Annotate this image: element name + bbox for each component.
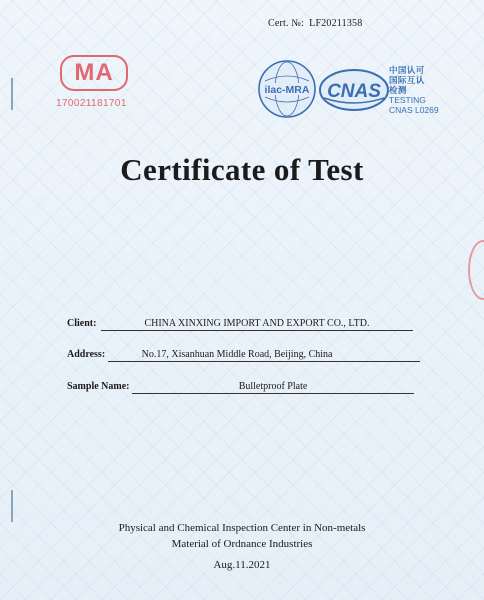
sample-name-field <box>67 381 414 394</box>
issuer-line2: Material of Ordnance Industries <box>171 538 313 550</box>
cnas-cn-line3: 检测 <box>389 85 407 95</box>
address-field <box>67 349 420 362</box>
address-label: Address: <box>67 349 106 360</box>
client-field <box>67 318 413 331</box>
cnas-testing: TESTING <box>389 95 426 105</box>
certificate-title: Certificate of Test <box>120 152 364 187</box>
red-seal-edge <box>468 240 484 300</box>
ma-logo <box>56 55 136 109</box>
ma-number: 170021181701 <box>56 98 127 109</box>
binding-mark-top <box>11 78 13 110</box>
cert-number-value: LF20211358 <box>309 18 363 29</box>
ilac-mra-logo <box>257 59 317 119</box>
client-value: CHINA XINXING IMPORT AND EXPORT CO., LTD. <box>101 318 413 331</box>
cnas-caption <box>389 65 439 115</box>
sample-name-value: Bulletproof Plate <box>132 381 414 394</box>
binding-mark-bottom <box>11 490 13 522</box>
issuer-line1: Physical and Chemical Inspection Center in Non-metals <box>118 522 366 534</box>
sample-name-label: Sample Name: <box>67 381 130 392</box>
issue-date: Aug.11.2021 <box>213 559 271 571</box>
ma-mark: MA <box>60 55 128 91</box>
client-label: Client: <box>67 318 97 329</box>
cnas-cn-line1: 中国认可 <box>389 65 425 75</box>
cnas-code: CNAS L0269 <box>389 105 439 115</box>
cnas-text: CNAS <box>327 81 381 102</box>
ilac-text: ilac-MRA <box>264 84 310 96</box>
address-value: No.17, Xisanhuan Middle Road, Beijing, China <box>108 349 420 362</box>
certificate-number <box>268 18 362 29</box>
cert-number-label: Cert. №: <box>268 18 305 29</box>
cnas-logo <box>318 68 390 112</box>
cnas-cn-line2: 国际互认 <box>389 75 425 85</box>
